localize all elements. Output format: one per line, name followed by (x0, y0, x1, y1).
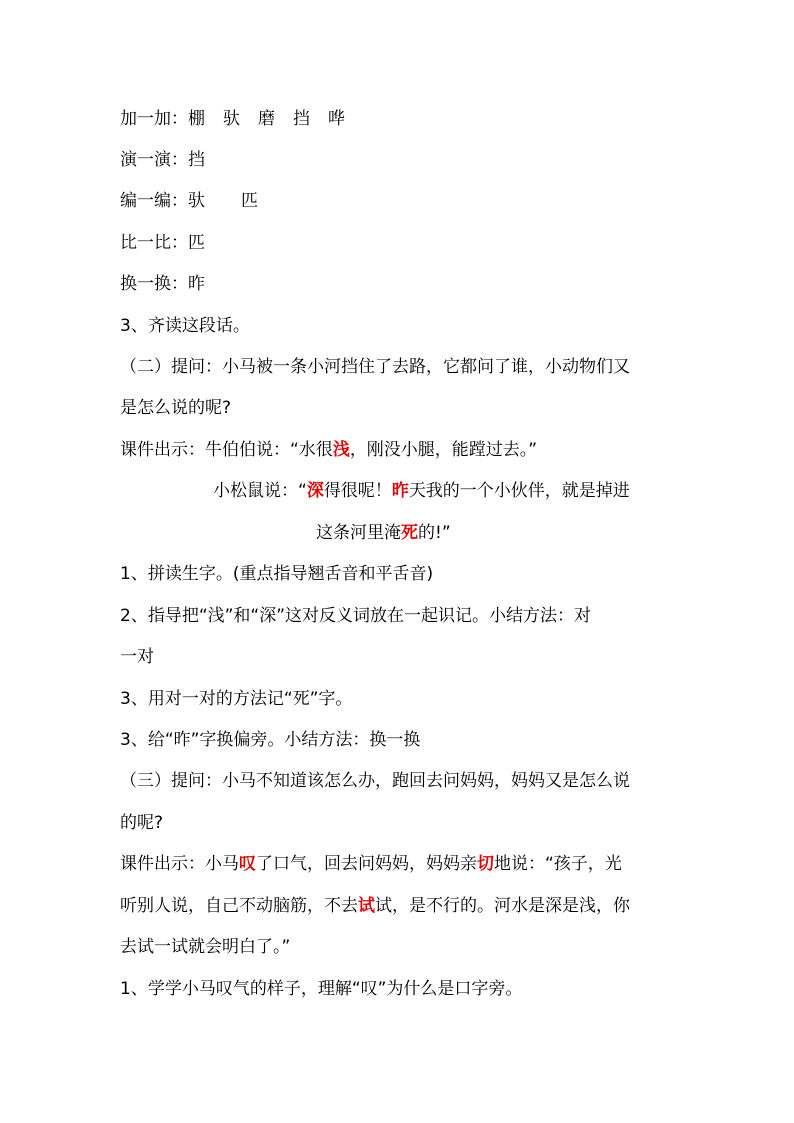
line-add-one (120, 108, 345, 130)
char: 磨 (258, 109, 275, 129)
char: 驮 (188, 191, 205, 211)
text-segment: 地说：“孩子，光 (494, 854, 622, 874)
label-swap: 换一换： (120, 274, 188, 294)
text-segment: 的!” (418, 523, 451, 543)
highlight-char: 切 (477, 854, 494, 874)
highlight-char: 叹 (239, 854, 256, 874)
text-segment: 得很呢！ (323, 481, 392, 501)
text-segment: 这条河里淹 (316, 523, 401, 543)
char: 挡 (293, 109, 310, 129)
char: 棚 (188, 109, 205, 129)
text-segment: 了口气，回去问妈妈，妈妈亲 (256, 854, 477, 874)
text-segment: 课件出示：牛伯伯说：“水很 (120, 440, 333, 460)
highlight-char: 浅 (332, 440, 350, 460)
text-segment: 课件出示：小马 (120, 854, 239, 874)
text-segment: ，刚没小腿，能蹚过去。” (349, 440, 538, 460)
label-compare: 比一比： (120, 233, 188, 253)
paragraph-line: 是怎么说的呢? (120, 398, 232, 418)
line-compose-one (120, 190, 258, 212)
label-add: 加一加： (120, 109, 188, 129)
text-segment: 天我的一个小伙伴，就是掉进 (408, 481, 630, 501)
char: 匹 (188, 233, 205, 253)
courseware-line-2 (120, 853, 622, 875)
paragraph-line: 3、齐读这段话。 (120, 316, 250, 336)
label-act: 演一演： (120, 150, 188, 170)
label-compose: 编一编： (120, 191, 188, 211)
paragraph-line: 3、给“昨”字换偏旁。小结方法：换一换 (120, 730, 421, 750)
highlight-char: 昨 (391, 481, 409, 501)
paragraph-line: 1、拼读生字。(重点指导翘舌音和平舌音) (120, 564, 434, 584)
text-segment: 试，是不行的。河水是深是浅，你 (375, 896, 630, 916)
char: 挡 (188, 150, 205, 170)
line-swap-one (120, 273, 205, 295)
char: 匹 (241, 191, 258, 211)
char: 昨 (188, 274, 205, 294)
highlight-char: 死 (401, 523, 418, 543)
text-segment: 听别人说，自己不动脑筋，不去 (120, 896, 358, 916)
paragraph-line: 3、用对一对的方法记“死”字。 (120, 689, 353, 709)
squirrel-line (213, 480, 630, 502)
text-segment: 小松鼠说：“ (213, 481, 307, 501)
line-compare-one (120, 232, 205, 254)
char: 驮 (223, 109, 240, 129)
line-act-one (120, 149, 205, 171)
paragraph-line: 一对 (120, 647, 154, 667)
paragraph-line: 的呢? (120, 813, 164, 833)
highlight-char: 深 (306, 481, 324, 501)
paragraph-line: 1、学学小马叹气的样子，理解“叹”为什么是口字旁。 (120, 979, 523, 999)
char: 哗 (328, 109, 345, 129)
paragraph-line: （三）提问：小马不知道该怎么办，跑回去问妈妈，妈妈又是怎么说 (120, 771, 630, 791)
squirrel-line-2 (316, 522, 451, 544)
highlight-char: 试 (358, 896, 375, 916)
paragraph-line: （二）提问：小马被一条小河挡住了去路，它都问了谁，小动物们又 (120, 357, 630, 377)
paragraph-line: 去试一试就会明白了。” (120, 937, 291, 957)
paragraph-line: 2、指导把“浅”和“深”这对反义词放在一起识记。小结方法：对 (120, 606, 592, 626)
courseware-line (120, 439, 537, 461)
courseware-line-3 (120, 895, 630, 917)
